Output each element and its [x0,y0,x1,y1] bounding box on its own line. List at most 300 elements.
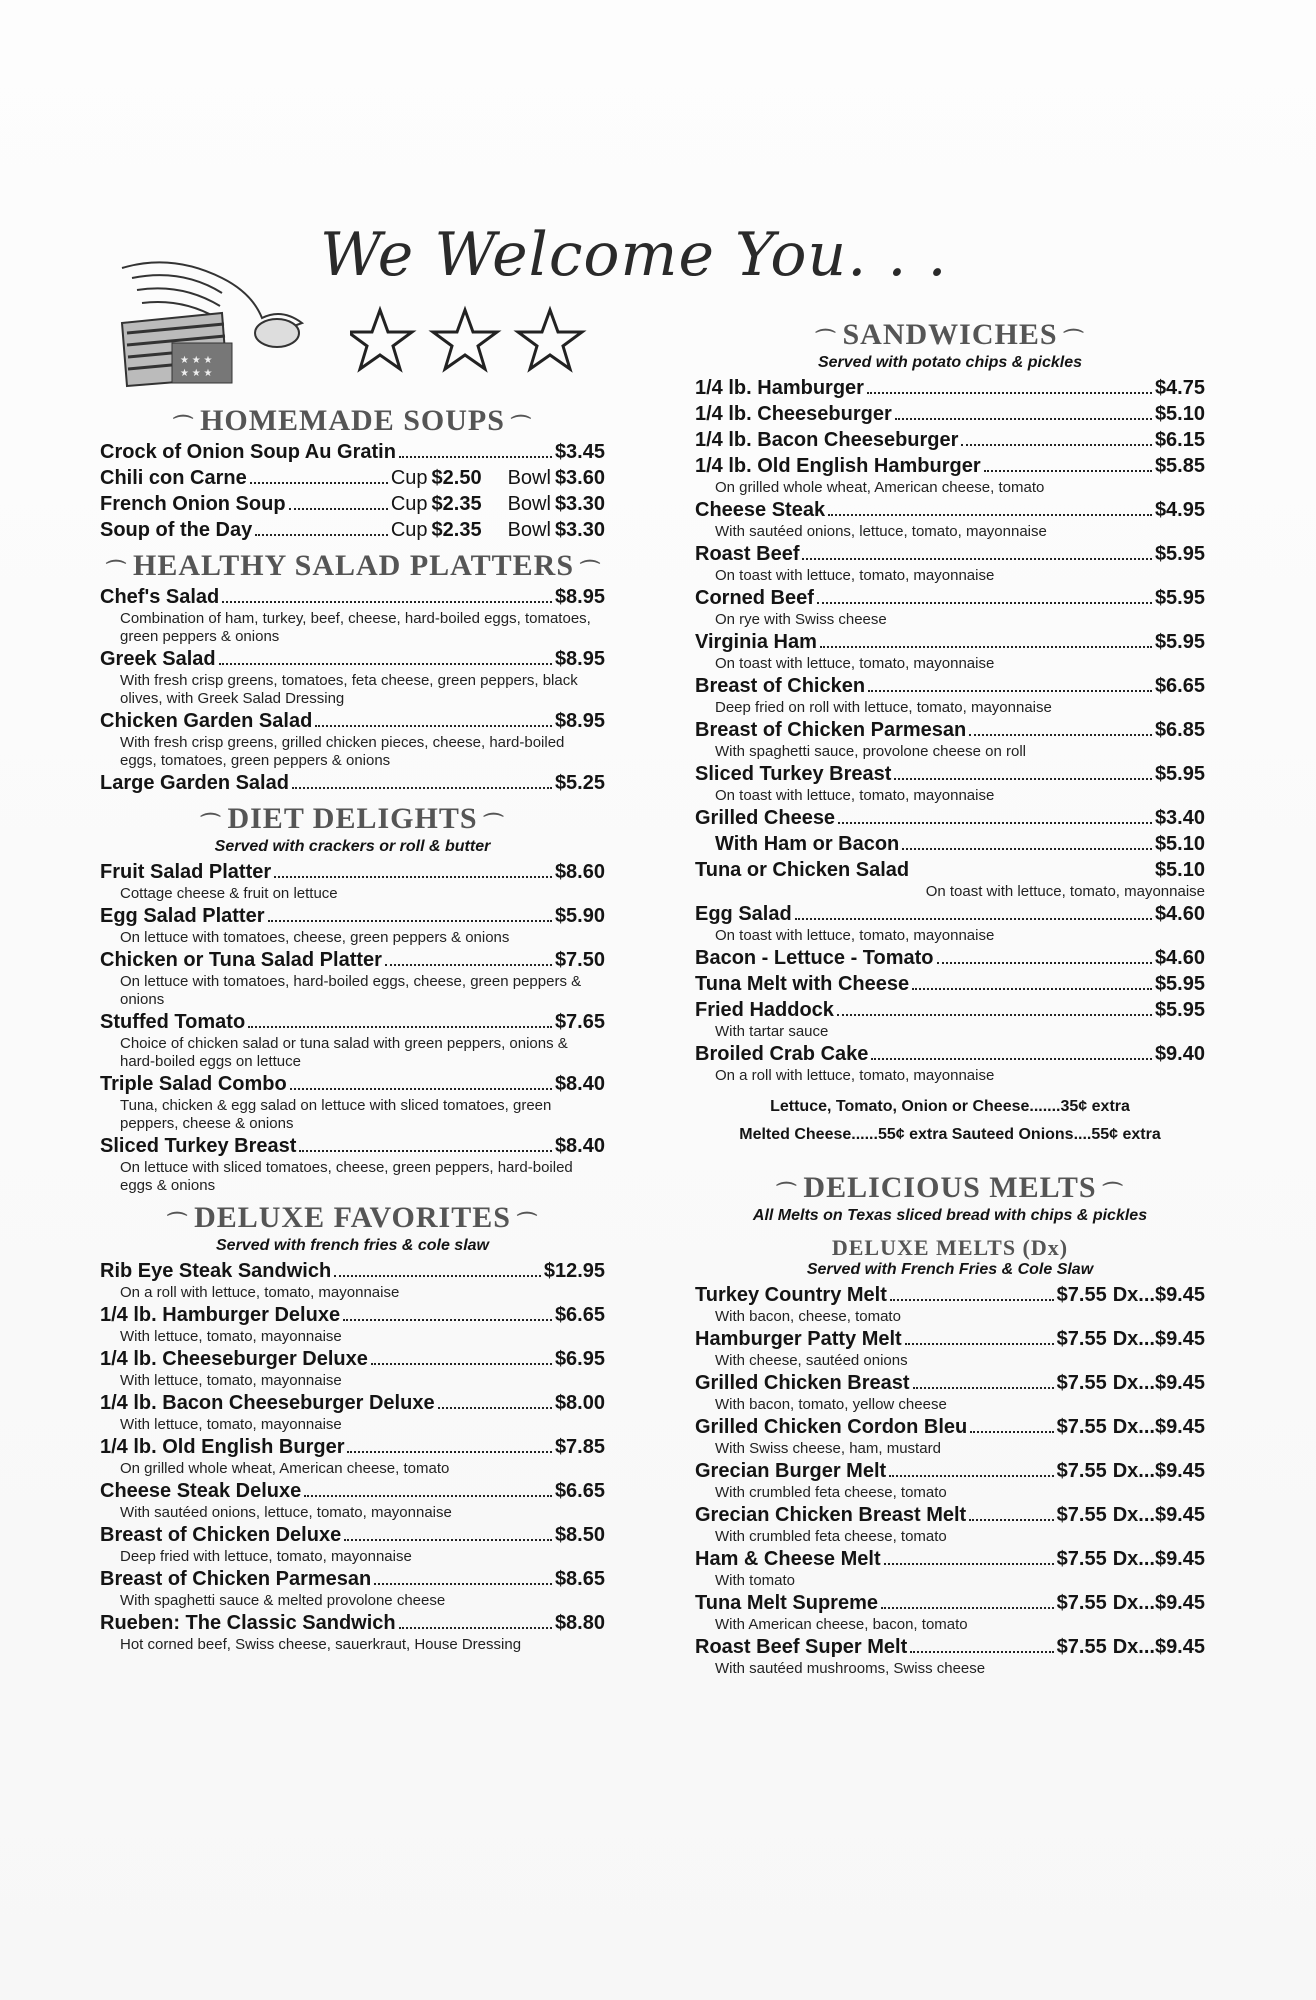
section-subtitle: Served with potato chips & pickles [817,354,1083,371]
stars-icon [350,305,590,375]
item-name: Chicken or Tuna Salad Platter [100,949,382,971]
item-name: Bacon - Lettuce - Tomato [695,947,934,969]
item-row [100,492,605,517]
item-row [695,902,1205,927]
dot-leader [984,458,1152,472]
item-name: 1/4 lb. Old English Burger [100,1436,345,1458]
item-name: Turkey Country Melt [695,1284,887,1306]
item-price: $7.55 [1056,1328,1107,1350]
item-price: $5.95 [1154,999,1205,1021]
item-description: On rye with Swiss cheese [715,611,887,628]
size-label: Cup [390,493,428,515]
dot-leader [889,1463,1053,1477]
list-item [695,542,1205,585]
list-item [100,1567,605,1610]
item-price: $7.55 [1056,1372,1107,1394]
item-price: $7.55 [1056,1592,1107,1614]
item-price: $6.65 [554,1304,605,1326]
section-heading: ⌒ DIET DELIGHTS ⌒ [200,802,505,835]
item-row [100,709,605,734]
item-description: On a roll with lettuce, tomato, mayonnaise [715,1067,995,1084]
item-row [100,1479,605,1504]
item-row [695,1415,1205,1440]
list-item [695,674,1205,717]
item-description: Deep fried with lettuce, tomato, mayonnaise [120,1548,412,1565]
list-item [695,718,1205,761]
item-price: $8.95 [554,648,605,670]
svg-text:★ ★ ★: ★ ★ ★ [180,355,213,366]
item-description: With Swiss cheese, ham, mustard [715,1440,941,1457]
dot-leader [268,908,552,922]
dot-leader [894,766,1152,780]
item-name: Grilled Chicken Breast [695,1372,910,1394]
ornament-icon: ⌒ [776,1181,798,1204]
list-item [695,832,1205,857]
dot-leader [902,836,1152,850]
dot-leader [347,1439,551,1453]
item-price: $8.40 [554,1073,605,1095]
list-item [100,1072,605,1133]
item-row [100,1259,605,1284]
list-item [100,709,605,770]
item-row [695,762,1205,787]
dot-leader [884,1551,1054,1565]
item-price: $7.55 [1056,1416,1107,1438]
deluxe-section [100,1201,605,1654]
section-subtitle: Served with crackers or roll & butter [214,838,491,855]
ornament-icon: ⌒ [483,812,505,835]
item-name: 1/4 lb. Bacon Cheeseburger [695,429,959,451]
item-price: Dx...$9.45 [1112,1284,1205,1306]
item-name: 1/4 lb. Cheeseburger Deluxe [100,1348,368,1370]
item-price: $3.30 [554,493,605,515]
item-price: $6.15 [1154,429,1205,451]
item-name: Cheese Steak Deluxe [100,1480,302,1502]
dot-leader [905,1331,1054,1345]
item-name: Fruit Salad Platter [100,861,272,883]
list-item [100,440,605,465]
item-row [100,860,605,885]
item-description: With lettuce, tomato, mayonnaise [120,1328,342,1345]
item-price: $5.95 [1154,973,1205,995]
list-item [695,1503,1205,1546]
list-item [695,1371,1205,1414]
item-price: $8.65 [554,1568,605,1590]
item-name: Breast of Chicken Deluxe [100,1524,342,1546]
item-price: $5.10 [1154,403,1205,425]
size-label: Bowl [507,493,551,515]
list-item [100,1259,605,1302]
item-price: $5.95 [1154,543,1205,565]
item-row [695,542,1205,567]
size-label: Cup [390,519,428,541]
item-row [695,1042,1205,1067]
list-item [695,806,1205,831]
item-price: $3.45 [554,441,605,463]
ornament-icon: ⌒ [510,414,532,437]
item-price: $2.35 [431,493,482,515]
item-row [695,998,1205,1023]
dot-leader [867,380,1152,394]
item-name: Tuna Melt Supreme [695,1592,878,1614]
item-name: Sliced Turkey Breast [695,763,892,785]
eagle-flag-icon [112,248,322,388]
item-description: With crumbled feta cheese, tomato [715,1528,947,1545]
dot-leader [937,950,1152,964]
list-item [100,518,605,543]
item-price: $8.95 [554,586,605,608]
item-description: On toast with lettuce, tomato, mayonnaise [715,787,995,804]
item-description: With tomato [715,1572,796,1589]
item-row [100,585,605,610]
item-row [100,1611,605,1636]
dot-leader [969,1507,1053,1521]
dot-leader [828,502,1152,516]
list-item [695,586,1205,629]
item-name: Breast of Chicken [695,675,866,697]
item-price: $6.85 [1154,719,1205,741]
list-item [100,1303,605,1346]
list-item [695,1327,1205,1370]
soups-section [100,404,605,543]
item-row [695,1371,1205,1396]
item-description: With lettuce, tomato, mayonnaise [120,1372,342,1389]
item-name: Roast Beef [695,543,800,565]
sandwiches-section [695,318,1205,1149]
item-row [695,1635,1205,1660]
item-price: Dx...$9.45 [1112,1328,1205,1350]
item-price: $8.50 [554,1524,605,1546]
item-price: $7.55 [1056,1548,1107,1570]
list-item [100,1479,605,1522]
item-price: $5.95 [1154,631,1205,653]
list-item [695,402,1205,427]
item-price: $6.65 [1154,675,1205,697]
item-row [100,1567,605,1592]
item-name: Greek Salad [100,648,216,670]
item-name: Chili con Carne [100,467,247,489]
item-row [100,1523,605,1548]
dot-leader [385,952,552,966]
item-description: On toast with lettuce, tomato, mayonnaise [715,927,995,944]
size-label: Bowl [507,519,551,541]
item-price: $8.00 [554,1392,605,1414]
section-heading: ⌒ HOMEMADE SOUPS ⌒ [173,404,532,437]
item-description: On a roll with lettuce, tomato, mayonnaise [120,1284,400,1301]
list-item [100,1523,605,1566]
dot-leader [868,678,1152,692]
dot-leader [910,1639,1053,1653]
item-name: Grilled Chicken Cordon Bleu [695,1416,968,1438]
item-name: Ham & Cheese Melt [695,1548,881,1570]
item-price: $2.50 [431,467,482,489]
list-item [695,998,1205,1041]
section-heading: ⌒ DELICIOUS MELTS ⌒ [776,1171,1124,1204]
section-subtitle: All Melts on Texas sliced bread with chips & pickles [752,1207,1148,1224]
item-row [695,972,1205,997]
dot-leader [274,864,552,878]
item-row [100,1072,605,1097]
item-description: With bacon, tomato, yellow cheese [715,1396,947,1413]
item-name: With Ham or Bacon [715,833,900,855]
dot-leader [315,713,552,727]
ornament-icon: ⌒ [516,1211,538,1234]
item-price: Dx...$9.45 [1112,1416,1205,1438]
item-description: Cottage cheese & fruit on lettuce [120,885,338,902]
item-row [695,1503,1205,1528]
item-name: Rib Eye Steak Sandwich [100,1260,332,1282]
item-price: $7.50 [554,949,605,971]
item-row [100,1010,605,1035]
dot-leader [912,862,1152,876]
dot-leader [219,651,552,665]
item-price: $5.10 [1154,859,1205,881]
item-price: $5.85 [1154,455,1205,477]
list-item [100,647,605,708]
item-row [695,674,1205,699]
item-name: 1/4 lb. Bacon Cheeseburger Deluxe [100,1392,435,1414]
list-item [100,1435,605,1478]
item-description: With American cheese, bacon, tomato [715,1616,968,1633]
item-row [100,1391,605,1416]
item-name: Fried Haddock [695,999,834,1021]
list-item [100,948,605,1009]
item-name: Roast Beef Super Melt [695,1636,908,1658]
dot-leader [817,590,1152,604]
item-name: Tuna Melt with Cheese [695,973,910,995]
dot-leader [304,1483,552,1497]
list-item [695,762,1205,805]
list-item [695,1042,1205,1085]
item-row [100,1303,605,1328]
item-name: Grecian Burger Melt [695,1460,887,1482]
item-description: Tuna, chicken & egg salad on lettuce with sliced tomatoes, green peppers, cheese & onions [120,1097,552,1132]
list-item [100,860,605,903]
item-price: $7.55 [1056,1460,1107,1482]
ornament-icon: ⌒ [815,328,837,351]
item-price: $12.95 [543,1260,605,1282]
item-row [100,1435,605,1460]
item-price: $5.95 [1154,587,1205,609]
list-item [695,1415,1205,1458]
size-label: Cup [390,467,428,489]
dot-leader [802,546,1151,560]
item-description: On lettuce with tomatoes, cheese, green peppers & onions [120,929,510,946]
item-name: Egg Salad Platter [100,905,265,927]
item-price: Dx...$9.45 [1112,1372,1205,1394]
item-name: 1/4 lb. Cheeseburger [695,403,892,425]
item-price: $5.90 [554,905,605,927]
item-price: Dx...$9.45 [1112,1504,1205,1526]
section-heading: ⌒ SANDWICHES ⌒ [815,318,1085,351]
dot-leader [969,722,1152,736]
item-price: $6.95 [554,1348,605,1370]
item-row [100,948,605,973]
item-description: With cheese, sautéed onions [715,1352,908,1369]
item-price: $5.10 [1154,833,1205,855]
item-price: $8.95 [554,710,605,732]
item-name: Crock of Onion Soup Au Gratin [100,441,396,463]
dot-leader [881,1595,1054,1609]
dot-leader [371,1351,552,1365]
deluxe-melts-heading: DELUXE MELTS (Dx) [831,1235,1069,1260]
dot-leader [399,444,552,458]
list-item [695,498,1205,541]
item-description: On toast with lettuce, tomato, mayonnaise [715,655,995,672]
item-name: Breast of Chicken Parmesan [695,719,967,741]
item-price: $3.40 [1154,807,1205,829]
list-item [100,1134,605,1195]
list-item [695,972,1205,997]
item-price: $2.35 [431,519,482,541]
item-description: On lettuce with tomatoes, hard-boiled eggs, cheese, green peppers & onions [120,973,582,1008]
item-price: $8.40 [554,1135,605,1157]
item-price: Dx...$9.45 [1112,1636,1205,1658]
item-price: Dx...$9.45 [1112,1460,1205,1482]
item-description: On toast with lettuce, tomato, mayonnaise [925,883,1205,900]
item-name: Grilled Cheese [695,807,836,829]
item-row [100,1347,605,1372]
item-description: On lettuce with sliced tomatoes, cheese, green peppers, hard-boiled eggs & onions [120,1159,573,1194]
dot-leader [438,1395,552,1409]
list-item [100,904,605,947]
list-item [695,902,1205,945]
dot-leader [838,810,1152,824]
ornament-icon: ⌒ [173,414,195,437]
item-name: French Onion Soup [100,493,286,515]
extras-note: Lettuce, Tomato, Onion or Cheese.......35¢ extra Melted Cheese......55¢ extra Sauteed Onions....55¢ extra [739,1098,1161,1143]
item-description: With spaghetti sauce, provolone cheese on roll [715,743,1027,760]
item-row [695,1459,1205,1484]
item-name: Triple Salad Combo [100,1073,287,1095]
item-price: $3.30 [554,519,605,541]
list-item [695,1635,1205,1678]
item-row [695,1327,1205,1352]
dot-leader [250,470,388,484]
item-price: $7.55 [1056,1284,1107,1306]
item-row [695,806,1205,831]
dot-leader [399,1615,552,1629]
melts-section [695,1171,1205,1678]
item-row [100,1134,605,1159]
list-item [695,858,1205,901]
item-description: With sautéed onions, lettuce, tomato, mayonnaise [120,1504,452,1521]
item-description: With lettuce, tomato, mayonnaise [120,1416,342,1433]
dot-leader [374,1571,552,1585]
item-description: With sautéed onions, lettuce, tomato, mayonnaise [715,523,1047,540]
list-item [695,1283,1205,1326]
dot-leader [248,1014,552,1028]
item-description: Hot corned beef, Swiss cheese, sauerkraut, House Dressing [120,1636,522,1653]
item-row [695,402,1205,427]
dot-leader [299,1138,552,1152]
item-description: Deep fried on roll with lettuce, tomato, mayonnaise [715,699,1052,716]
list-item [695,630,1205,673]
item-row [100,904,605,929]
dot-leader [871,1046,1152,1060]
list-item [100,492,605,517]
item-description: Combination of ham, turkey, beef, cheese, hard-boiled eggs, tomatoes, green peppers & onions [120,610,591,645]
item-price: $7.85 [554,1436,605,1458]
diet-section [100,802,605,1195]
list-item [695,946,1205,971]
section-subtitle: Served with french fries & cole slaw [216,1237,489,1254]
item-name: Chicken Garden Salad [100,710,313,732]
section-heading: ⌒ DELUXE FAVORITES ⌒ [167,1201,538,1234]
item-row [695,832,1205,857]
item-price: $8.80 [554,1612,605,1634]
item-name: Stuffed Tomato [100,1011,246,1033]
size-label: Bowl [507,467,551,489]
dot-leader [913,1375,1054,1389]
item-row [100,466,605,491]
dot-leader [795,906,1152,920]
item-price: $7.55 [1056,1504,1107,1526]
list-item [695,376,1205,401]
item-description: With spaghetti sauce & melted provolone cheese [120,1592,446,1609]
ornament-icon: ⌒ [580,559,602,582]
deluxe-melts-subtitle: Served with French Fries & Cole Slaw [806,1261,1094,1278]
dot-leader [343,1307,552,1321]
item-row [695,1547,1205,1572]
dot-leader [961,432,1152,446]
item-name: Corned Beef [695,587,814,609]
item-price: $4.95 [1154,499,1205,521]
item-name: Virginia Ham [695,631,817,653]
item-price: $9.40 [1154,1043,1205,1065]
item-price: $4.60 [1154,903,1205,925]
item-row [695,428,1205,453]
list-item [100,1347,605,1390]
item-description: On grilled whole wheat, American cheese, tomato [715,479,1045,496]
item-name: Rueben: The Classic Sandwich [100,1612,396,1634]
ornament-icon: ⌒ [200,812,222,835]
item-name: 1/4 lb. Hamburger [695,377,864,399]
item-description: On toast with lettuce, tomato, mayonnaise [715,567,995,584]
dot-leader [837,1002,1152,1016]
ornament-icon: ⌒ [106,559,127,582]
item-row [100,440,605,465]
item-name: Large Garden Salad [100,772,289,794]
item-name: Grecian Chicken Breast Melt [695,1504,967,1526]
dot-leader [895,406,1152,420]
item-price: Dx...$9.45 [1112,1592,1205,1614]
list-item [695,454,1205,497]
item-description: On grilled whole wheat, American cheese, tomato [120,1460,450,1477]
item-description: With fresh crisp greens, tomatoes, feta cheese, green peppers, black olives, with Greek Salad Dressing [120,672,578,707]
item-price: $5.95 [1154,763,1205,785]
item-name: Soup of the Day [100,519,253,541]
item-row [695,946,1205,971]
item-row [695,454,1205,479]
item-name: Cheese Steak [695,499,826,521]
item-price: $7.65 [554,1011,605,1033]
left-column [100,400,605,1660]
item-price: $3.60 [554,467,605,489]
item-name: 1/4 lb. Old English Hamburger [695,455,981,477]
item-price: $4.75 [1154,377,1205,399]
item-description: With tartar sauce [715,1023,829,1040]
item-description: With sautéed mushrooms, Swiss cheese [715,1660,986,1677]
item-row [100,518,605,543]
item-name: Egg Salad [695,903,792,925]
item-name: Hamburger Patty Melt [695,1328,902,1350]
dot-leader [912,976,1152,990]
item-row [695,1283,1205,1308]
item-price: $4.60 [1154,947,1205,969]
list-item [100,1611,605,1654]
dot-leader [334,1263,541,1277]
